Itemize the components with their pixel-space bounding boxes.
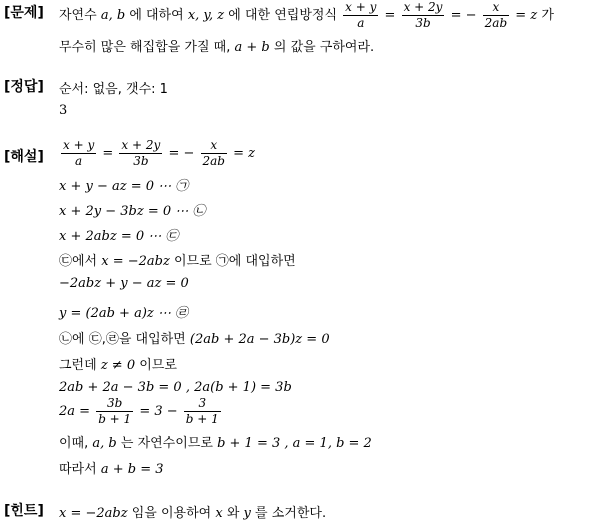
fraction: $\frac{x}{2ab}$ xyxy=(484,0,508,30)
solution-math: b + 1 = 3 , a = 1, b = 2 xyxy=(217,436,372,451)
problem-math: a + b xyxy=(234,40,270,55)
answer-label: [정답] xyxy=(4,79,44,95)
solution-text: ㉢에서 xyxy=(59,254,98,269)
equation-1: x + y − az = 0 ⋯ ㉠ xyxy=(59,179,189,194)
conclusion xyxy=(59,458,164,477)
fraction: $\frac{x + 2y}{3b}$ xyxy=(121,138,161,168)
solution-text: 는 자연수이므로 xyxy=(120,436,213,451)
hint-math: y xyxy=(243,506,251,521)
problem-text: 자연수 xyxy=(59,8,97,23)
solution-math: 2a = xyxy=(59,404,91,419)
problem-math: a, b xyxy=(100,8,126,23)
equals-z: = z xyxy=(233,146,255,161)
answer-line-1: 순서: 없음, 갯수: 1 xyxy=(59,82,168,97)
equals-z: = z xyxy=(515,8,538,23)
equation-4: −2abz + y − az = 0 xyxy=(59,276,189,291)
hint-text: 임을 이용하여 xyxy=(131,506,212,521)
substitution-step xyxy=(59,250,296,269)
solution-math: (2ab + 2a − 3b)z = 0 xyxy=(189,332,330,347)
problem-text: 에 대한 연립방정식 xyxy=(228,8,338,23)
solution-math: z ≠ 0 xyxy=(100,358,136,373)
solution-text: ㉡에 ㉢,㉣을 대입하면 xyxy=(59,332,186,347)
solution-text: 따라서 xyxy=(59,462,97,477)
problem-text: 에 대하여 xyxy=(129,8,184,23)
fraction: $\frac{3}{b + 1}$ xyxy=(185,396,219,426)
fraction: $\frac{3b}{b + 1}$ xyxy=(98,396,132,426)
fraction: $\frac{x + 2y}{3b}$ xyxy=(403,0,443,30)
problem-text: 무수히 많은 해집합을 가질 때, xyxy=(59,40,231,55)
equation-2: x + 2y − 3bz = 0 ⋯ ㉡ xyxy=(59,204,206,219)
fraction-step xyxy=(59,396,223,427)
fraction: $\frac{x}{2ab}$ xyxy=(202,138,225,168)
solution-math: a, b xyxy=(92,436,117,451)
solution-math: a + b = 3 xyxy=(100,462,164,477)
solution-math: x = −2abz xyxy=(101,254,170,269)
natural-number-step xyxy=(59,432,372,451)
equals-sign: = xyxy=(384,8,396,23)
solution-line-1 xyxy=(59,138,255,169)
equals-minus: = − xyxy=(450,8,477,23)
problem-math: x, y, z xyxy=(187,8,225,23)
problem-label: [문제] xyxy=(4,5,44,21)
fraction: $\frac{x + y}{a}$ xyxy=(63,138,95,168)
solution-text: 그런데 xyxy=(59,358,97,373)
problem-line-2 xyxy=(59,36,374,55)
hint-math: x xyxy=(215,506,223,521)
solution-text: 이므로 ㉠에 대입하면 xyxy=(173,254,296,269)
hint-label: [힌트] xyxy=(4,503,44,519)
answer-value: 3 xyxy=(59,103,68,118)
equation-3: x + 2abz = 0 ⋯ ㉢ xyxy=(59,229,179,244)
hint-text: 를 소거한다. xyxy=(255,506,327,521)
problem-text: 가 xyxy=(541,8,554,23)
substitution-step-2 xyxy=(59,328,330,347)
equation-6: 2ab + 2a − 3b = 0 , 2a(b + 1) = 3b xyxy=(59,380,292,395)
solution-label: [해설] xyxy=(4,149,44,165)
problem-line-1 xyxy=(59,0,554,31)
hint-math: x = −2abz xyxy=(59,506,128,521)
solution-text: 이므로 xyxy=(139,358,177,373)
equals-minus: = − xyxy=(168,146,195,161)
fraction: $\frac{x + y}{a}$ xyxy=(345,0,377,30)
condition-step xyxy=(59,354,177,373)
solution-math: = 3 − xyxy=(139,404,178,419)
problem-text: 의 값을 구하여라. xyxy=(273,40,375,55)
hint-text: 와 xyxy=(226,506,240,521)
solution-text: 이때, xyxy=(59,436,89,451)
hint-line xyxy=(59,502,326,521)
equation-5: y = (2ab + a)z ⋯ ㉣ xyxy=(59,306,189,321)
equals-sign: = xyxy=(102,146,114,161)
